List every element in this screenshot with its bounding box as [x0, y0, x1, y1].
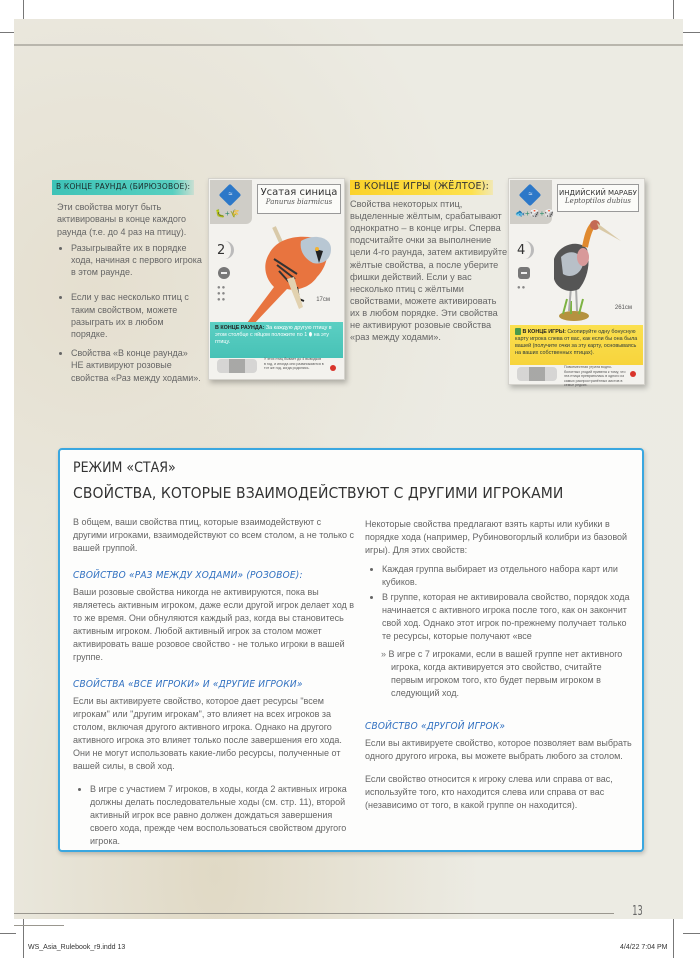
left-column	[73, 516, 355, 850]
all-players-bullets	[73, 783, 355, 848]
other-player-text-1: Если вы активируете свойство, которое позволяет вам выбрать одного другого игрока, вы можете выбрать любого за столом.	[365, 738, 632, 761]
expansion-badge-icon	[630, 371, 636, 377]
round-end-bullet: • Свойства «В конце раунда» НЕ активируют розовые свойства «Раз между ходами».	[71, 347, 202, 384]
card-power-teal	[210, 322, 343, 358]
range-map-icon	[517, 367, 557, 381]
card-power-label: В КОНЦЕ ИГРЫ:	[522, 328, 566, 335]
all-players-text: Если вы активируете свойство, которое дает ресурсы "всем игрокам" или "другим игрокам", это влияет на всех игроков за столом, включая другого активного игрока. Однако на другого активного игрока это влияет только после завершения его хода. Они не могут использовать какие-либо ресурсы, полученные от вашей силы, в свой ход.	[73, 696, 342, 771]
egg-limit-icon: ●●	[517, 285, 527, 291]
crop-mark	[673, 919, 674, 958]
game-end-section	[350, 180, 508, 343]
box-title-line2: СВОЙСТВА, КОТОРЫЕ ВЗАИМОДЕЙСТВУЮТ С ДРУГИМИ ИГРОКАМИ	[73, 484, 564, 502]
all-players-heading: СВОЙСТВА «ВСЕ ИГРОКИ» И «ДРУГИЕ ИГРОКИ»	[73, 679, 303, 690]
card-name-box	[257, 184, 341, 214]
crop-mark	[683, 933, 700, 934]
card-name-box	[557, 184, 639, 212]
card-points: 4	[517, 243, 526, 258]
round-end-section	[52, 180, 202, 391]
crop-mark	[673, 0, 674, 19]
card-points: 2	[217, 243, 226, 258]
food-cost-icon: 🐟+🎲+🎲	[515, 209, 555, 218]
round-end-bullet: • Если у вас несколько птиц с таким свойством, можете разыграть их в любом порядке.	[71, 291, 202, 340]
bonus-card-icon	[515, 328, 521, 335]
right-intro: Некоторые свойства предлагают взять карты или кубики в порядке хода (например, Рубиновогорлый колибри из базовой игры). Для этих свойств:	[365, 519, 628, 555]
card-power-yellow	[510, 325, 643, 365]
slug-filename: WS_Asia_Rulebook_r9.indd 13	[28, 944, 126, 951]
right-bullet: • Каждая группа выбирает из отдельного набора карт или кубиков.	[382, 563, 635, 589]
card-power-label: В КОНЦЕ РАУНДА:	[215, 325, 265, 331]
wetland-waves: ≈	[528, 191, 533, 198]
all-players-bullet: • В игре с участием 7 игроков, в ходы, когда 2 активных игрока должны делать последовательные ходы (см. стр. 11), второй активный игрок все равно должен дождаться завершения своего хода, прежде чем воспользоваться свойством другого игрока.	[90, 783, 355, 848]
other-player-text-2: Если свойство относится к игроку слева или справа от вас, используйте того, кто находится слева или справа от вас (независимо от того, в какой группе он находится).	[365, 774, 613, 810]
expansion-badge-icon	[330, 365, 336, 371]
card-power-text: Скопируйте одну бонусную карту игрока слева от вас, как если бы она была вашей (получите очки за эту карту, основываясь на ваших собственных птицах).	[515, 328, 638, 356]
right-bullets	[365, 563, 635, 643]
card-bird-name: Усатая синица	[260, 187, 338, 198]
card-flavor-text: Повсеместная утрата водно-болотных угодий привела к тому, что эта птица превратилась в одного из самых распространённых аистов в семье редких.	[564, 365, 626, 387]
nest-bowl-icon	[218, 267, 230, 279]
right-sub-bullets	[375, 648, 635, 700]
card-wingspan: 261см	[614, 305, 632, 311]
other-player-heading: СВОЙСТВО «ДРУГОЙ ИГРОК»	[365, 721, 506, 732]
left-intro: В общем, ваши свойства птиц, которые взаимодействуют с другими игроками, взаимодействуют со всем столом, а не только с вашей группой.	[73, 517, 355, 553]
card-bird-name: ИНДИЙСКИЙ МАРАБУ	[559, 189, 637, 197]
card-flavor-text: У этих птиц бывает до 4 выводков в год, и иногда они размножаются в тот же год, когда родились.	[264, 357, 324, 370]
wetland-waves: ≈	[228, 191, 233, 198]
bird-card-bearded-reedling	[208, 178, 345, 380]
card-latin-name: Leptoptilos dubius	[565, 197, 631, 205]
pink-power-heading: СВОЙСТВО «РАЗ МЕЖДУ ХОДАМИ» (РОЗОВОЕ):	[73, 570, 303, 581]
footer-rule-short	[14, 925, 64, 926]
range-map-icon	[217, 359, 257, 373]
box-title-line1: РЕЖИМ «СТАЯ»	[73, 460, 176, 476]
right-bullet: • В группе, которая не активировала свойство, порядок хода начинается с активного игрока после того, как он закончит свой ход. Однако этот игрок по-прежнему получает только те ресурсы, которые получают «все	[382, 591, 635, 643]
right-sub-bullet: » В игре с 7 игроками, если в вашей группе нет активного игрока, когда активируется это свойство, считайте первым игроком того, кто будет первым игроком в следующий ход.	[391, 648, 635, 700]
round-end-bullets	[57, 242, 202, 384]
slug-date: 4/4/22 7:04 PM	[620, 944, 668, 951]
header-rule	[14, 44, 683, 46]
egg-limit-icon: ●● ●● ●●	[217, 285, 227, 303]
card-latin-name: Panurus biarmicus	[265, 198, 333, 206]
crop-mark	[683, 32, 700, 33]
crop-mark	[23, 0, 24, 19]
footer-rule	[14, 913, 614, 914]
bird-card-greater-adjutant	[508, 178, 645, 385]
card-wingspan: 17см	[316, 297, 330, 303]
points-arc-icon	[225, 241, 234, 259]
crop-mark	[0, 933, 16, 934]
round-end-heading: В КОНЦЕ РАУНДА (БИРЮЗОВОЕ):	[52, 180, 194, 195]
game-end-text: Свойства некоторых птиц, выделенные жёлтым, срабатывают однократно – в конце игры. Сперва подсчитайте очки за выполнение цели 4-го раунда, затем активируйте жёлтые свойства, а после уберите фишки действий. Если у вас несколько птиц с жёлтыми свойствами, можете активировать их в любом порядке. Эти свойства не активируют розовые свойства «раз между ходами».	[350, 199, 508, 343]
food-cost-icon: 🐛+🌾	[215, 209, 240, 218]
round-end-intro: Эти свойства могут быть активированы в конце каждого раунда (т.е. до 4 раз на птицу).	[57, 202, 187, 237]
points-arc-icon	[525, 241, 534, 259]
page-number: 13	[632, 904, 643, 919]
flock-mode-box	[58, 448, 644, 852]
round-end-bullet: • Разыгрывайте их в порядке хода, начиная с первого игрока в этом раунде.	[71, 242, 202, 279]
nest-ground-icon	[518, 267, 530, 279]
card-power-text: За каждую другую птицу в этом столбце с яйцом положите по 1 ⬮ на эту птицу.	[215, 325, 332, 345]
game-end-heading: В КОНЦЕ ИГРЫ (ЖЁЛТОЕ):	[350, 180, 493, 195]
pink-power-text: Ваши розовые свойства никогда не активируются, пока вы являетесь активным игроком, даже если другой игрок делает ход в то же время. Они обнуляются каждый раз, когда вы становитесь активным игроком. Любой активный игрок за столом может активировать ваше розовое свойство - не только игроки в вашей группе.	[73, 587, 355, 662]
bird-illustration-reedling	[239, 219, 339, 329]
right-column	[365, 518, 635, 822]
